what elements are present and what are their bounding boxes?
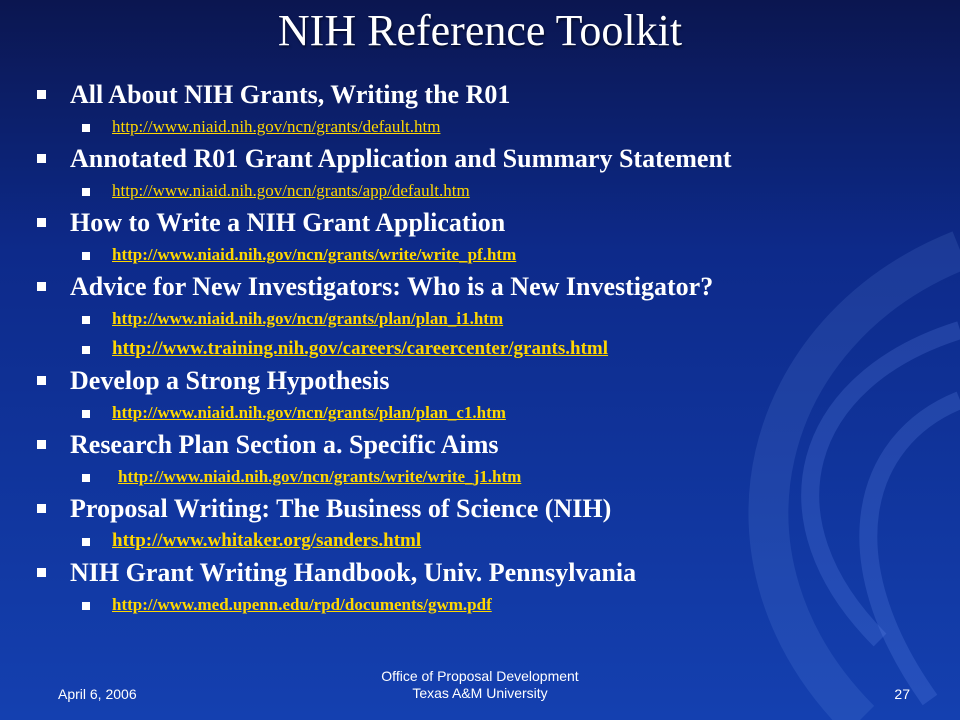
- bullet-item-new-investigators: [36, 270, 936, 304]
- link-annotated-r01[interactable]: http://www.niaid.nih.gov/ncn/grants/app/default.htm: [112, 181, 470, 200]
- sub-bullet-link: [36, 304, 936, 334]
- slide-number: 27: [894, 686, 910, 702]
- bullet-item-proposal-writing: [36, 492, 936, 526]
- bullet-label: Research Plan Section a. Specific Aims: [70, 430, 499, 459]
- square-bullet-icon: [37, 90, 46, 99]
- sub-bullet-link: [36, 398, 936, 428]
- sub-bullet-link: [36, 526, 936, 556]
- link-new-investigators[interactable]: http://www.niaid.nih.gov/ncn/grants/plan/plan_i1.htm: [112, 309, 504, 328]
- sub-bullet-link: [36, 176, 936, 206]
- sub-bullet-link: [36, 240, 936, 270]
- bullet-item-nih-grants: [36, 78, 936, 112]
- bullet-label: Develop a Strong Hypothesis: [70, 366, 390, 395]
- footer-office: [330, 668, 630, 702]
- square-bullet-icon: [37, 154, 46, 163]
- bullet-item-write-application: [36, 206, 936, 240]
- square-bullet-icon: [37, 218, 46, 227]
- square-bullet-icon: [37, 440, 46, 449]
- bullet-label: How to Write a NIH Grant Application: [70, 208, 506, 237]
- bullet-label: All About NIH Grants, Writing the R01: [70, 80, 511, 109]
- square-bullet-icon: [82, 252, 90, 260]
- sub-bullet-link: [36, 462, 936, 492]
- square-bullet-icon: [82, 538, 90, 546]
- link-upenn-handbook[interactable]: http://www.med.upenn.edu/rpd/documents/gwm.pdf: [112, 595, 492, 614]
- link-write-application[interactable]: http://www.niaid.nih.gov/ncn/grants/write/write_pf.htm: [112, 245, 517, 264]
- footer-office-line1: Office of Proposal Development: [381, 668, 579, 684]
- slide-title: NIH Reference Toolkit: [277, 6, 683, 55]
- footer-office-line2: Texas A&M University: [412, 685, 548, 701]
- square-bullet-icon: [82, 124, 90, 132]
- link-nih-grants[interactable]: http://www.niaid.nih.gov/ncn/grants/default.htm: [112, 117, 441, 136]
- square-bullet-icon: [37, 282, 46, 291]
- sub-bullet-link: [36, 112, 936, 142]
- sub-bullet-link: [36, 334, 936, 364]
- bullet-item-hypothesis: [36, 364, 936, 398]
- bullet-item-annotated-r01: [36, 142, 936, 176]
- bullet-item-grant-handbook: [36, 556, 936, 590]
- square-bullet-icon: [82, 188, 90, 196]
- square-bullet-icon: [82, 346, 90, 354]
- sub-bullet-link: [36, 590, 936, 620]
- link-training-grants[interactable]: http://www.training.nih.gov/careers/careercenter/grants.html: [112, 338, 609, 359]
- bullet-list: [36, 78, 936, 620]
- square-bullet-icon: [82, 410, 90, 418]
- bullet-label: Proposal Writing: The Business of Science (NIH): [70, 494, 612, 523]
- footer-date: April 6, 2006: [58, 686, 137, 702]
- square-bullet-icon: [82, 474, 90, 482]
- bullet-label: Advice for New Investigators: Who is a New Investigator?: [70, 272, 714, 301]
- square-bullet-icon: [82, 316, 90, 324]
- bullet-item-specific-aims: [36, 428, 936, 462]
- square-bullet-icon: [37, 376, 46, 385]
- link-specific-aims[interactable]: http://www.niaid.nih.gov/ncn/grants/write/write_j1.htm: [118, 467, 522, 486]
- square-bullet-icon: [82, 602, 90, 610]
- link-whitaker[interactable]: http://www.whitaker.org/sanders.html: [112, 530, 422, 551]
- square-bullet-icon: [37, 504, 46, 513]
- square-bullet-icon: [37, 568, 46, 577]
- link-hypothesis[interactable]: http://www.niaid.nih.gov/ncn/grants/plan/plan_c1.htm: [112, 403, 506, 422]
- bullet-label: NIH Grant Writing Handbook, Univ. Pennsylvania: [70, 558, 637, 587]
- bullet-label: Annotated R01 Grant Application and Summary Statement: [70, 144, 732, 173]
